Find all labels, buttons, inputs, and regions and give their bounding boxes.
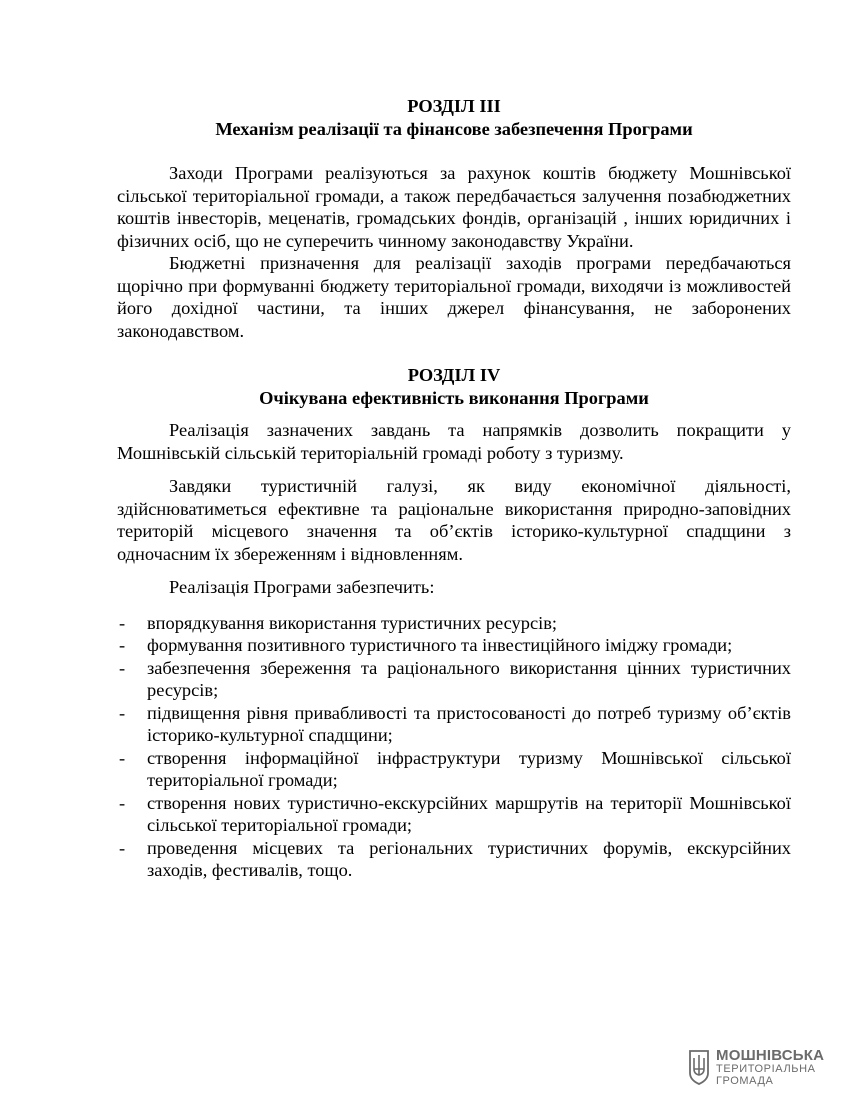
list-marker: - (119, 837, 126, 858)
logo-line-2: ТЕРИТОРІАЛЬНА (716, 1062, 816, 1075)
paragraph: Бюджетні призначення для реалізації заходів програми передбачаються щорічно при формуванні бюджету територіальної громади, виходячи із можливостей його дохідної частини, та інших джерел фінансування, не заборонених законодавством. (117, 253, 791, 341)
logo-text (716, 1048, 824, 1087)
list-item (117, 702, 791, 747)
list-item (117, 837, 791, 882)
list-item-text: проведення місцевих та регіональних туристичних форумів, екскурсійних заходів, фестивалів, тощо. (147, 837, 791, 880)
document-page (117, 95, 791, 882)
list-marker: - (119, 702, 126, 723)
paragraph: Реалізація Програми забезпечить: (169, 577, 435, 597)
outcomes-list (117, 612, 791, 882)
list-marker: - (119, 612, 126, 633)
paragraph: Заходи Програми реалізуються за рахунок коштів бюджету Мошнівської сільської територіальної громади, а також передбачається залучення позабюджетних коштів інвесторів, меценатів, громадських фондів, організацій , інших юридичних і фізичних осіб, що не суперечить чинному законодавству України. (117, 163, 791, 251)
list-item (117, 747, 791, 792)
list-item (117, 657, 791, 702)
list-marker: - (119, 635, 126, 655)
trident-coat-of-arms-icon (688, 1049, 710, 1085)
logo-line-1: МОШНІВСЬКА (716, 1046, 825, 1064)
list-item-text: підвищення рівня привабливості та пристосованості до потреб туризму об’єктів історико-культурної спадщини; (147, 702, 791, 745)
section-4 (117, 364, 791, 882)
list-item-text: створення інформаційної інфраструктури туризму Мошнівської сільської територіальної громади; (147, 747, 791, 790)
section-3 (117, 95, 791, 342)
list-marker: - (119, 792, 126, 813)
paragraph: Реалізація зазначених завдань та напрямків дозволить покращити у Мошнівській сільській територіальній громаді роботу з туризму. (117, 420, 791, 463)
list-item-text: створення нових туристично-екскурсійних маршрутів на території Мошнівської сільської територіальної громади; (147, 792, 791, 835)
list-item (117, 792, 791, 837)
list-marker: - (119, 657, 126, 678)
list-item-text: впорядкування використання туристичних ресурсів; (147, 612, 558, 633)
list-marker: - (119, 747, 126, 768)
paragraph: Завдяки туристичній галузі, як виду економічної діяльності, здійснюватиметься ефективне та раціональне використання природно-заповідних територій місцевого значення та об’єктів історико-культурної спадщини з одночасним їх збереженням і відновленням. (117, 476, 791, 564)
section-3-subheading: Механізм реалізації та фінансове забезпечення Програми (215, 118, 693, 139)
logo-line-3: ГРОМАДА (716, 1074, 774, 1087)
list-item (117, 612, 791, 635)
list-item-text: формування позитивного туристичного та інвестиційного іміджу громади; (147, 635, 733, 655)
section-4-subheading: Очікувана ефективність виконання Програми (259, 387, 649, 408)
list-item (117, 634, 791, 657)
section-4-heading: РОЗДІЛ IV (407, 365, 501, 385)
section-3-body (117, 162, 791, 342)
list-item-text: забезпечення збереження та раціонального використання цінних туристичних ресурсів; (147, 657, 791, 700)
community-logo (688, 1044, 833, 1090)
section-3-heading: РОЗДІЛ ІІІ (407, 96, 501, 116)
